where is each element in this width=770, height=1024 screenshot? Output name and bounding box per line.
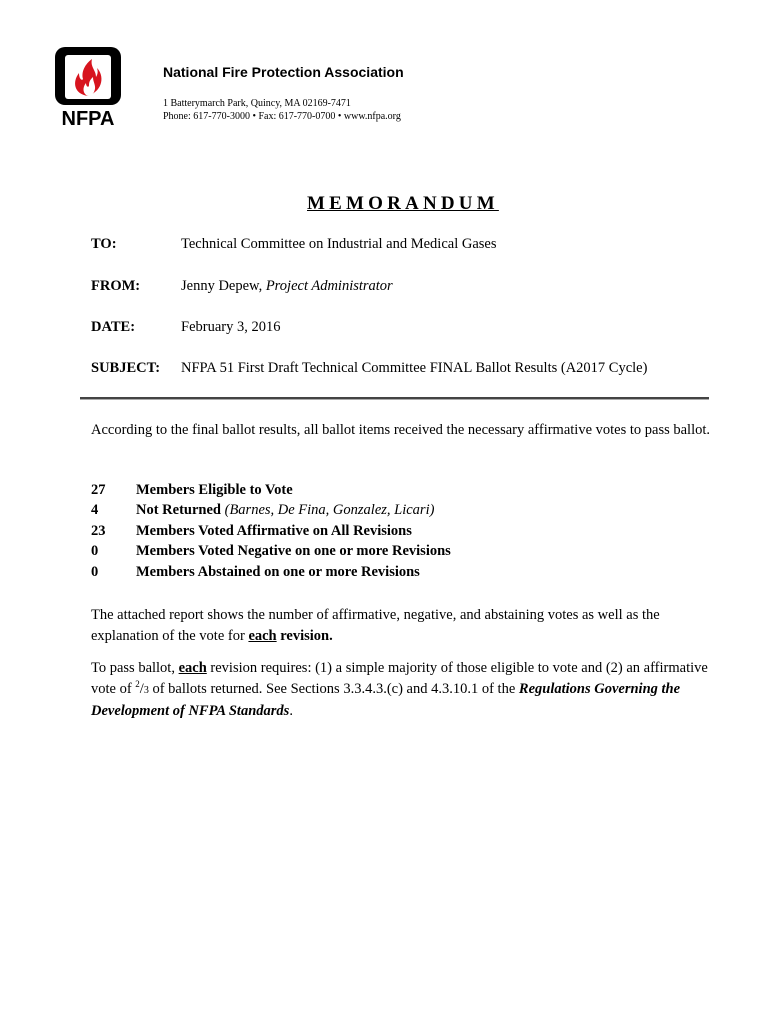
to-label: TO:: [91, 236, 117, 252]
vote-count: 0: [91, 564, 99, 580]
vote-label: Members Eligible to Vote: [136, 482, 293, 498]
memo-title: MEMORANDUM: [307, 193, 499, 214]
fraction-numerator: 2: [135, 678, 140, 689]
to-value: Technical Committee on Industrial and Medical Gases: [181, 236, 497, 252]
req-text-after: of ballots returned. See Sections 3.3.4.3.(c) and 4.3.10.1 of the: [148, 680, 519, 697]
address-line: 1 Batterymarch Park, Quincy, MA 02169-7471: [163, 98, 351, 109]
vote-count: 4: [91, 502, 99, 518]
regulations-reference: Regulations Governing the Development of NFPA Standards: [91, 680, 681, 719]
requirements-paragraph: To pass ballot, each revision requires: (1) a simple majority of those eligible to vote and (2) an affirmative vote of $^2$/3 of ballots returned. See Sections 3.3.4.3.(c) and 4.3.10.1 of the Regulations Governing the Development of NFPA Standards.: [91, 660, 708, 719]
from-name: Jenny Depew,: [181, 278, 263, 294]
req-text-mid: revision requires: (1) a simple majority of those eligible to vote and (2) an affirmative vote of: [91, 660, 708, 697]
svg-text:NFPA: NFPA: [61, 108, 115, 128]
vote-note: (Barnes, De Fina, Gonzalez, Licari): [224, 502, 435, 518]
vote-label-text: Not Returned: [136, 502, 221, 518]
vote-label: Members Voted Negative on one or more Revisions: [136, 543, 451, 559]
req-text-end: .: [289, 703, 293, 719]
vote-label: Members Abstained on one or more Revisions: [136, 564, 420, 580]
date-label: DATE:: [91, 319, 136, 335]
nfpa-flame-icon: [52, 46, 128, 128]
subject-value: NFPA 51 First Draft Technical Committee FINAL Ballot Results (A2017 Cycle): [181, 360, 648, 376]
date-value: February 3, 2016: [181, 319, 281, 335]
each-emphasis: each: [248, 627, 277, 644]
vote-label: [136, 502, 434, 519]
vote-count: 27: [91, 482, 106, 498]
report-paragraph: [91, 605, 711, 646]
from-value: [181, 278, 393, 295]
intro-paragraph: According to the final ballot results, all ballot items received the necessary affirmative votes to pass ballot.: [91, 422, 711, 438]
organization-name: National Fire Protection Association: [163, 64, 404, 80]
header-divider: [80, 397, 709, 400]
req-text-start: To pass ballot,: [91, 660, 179, 676]
from-label: FROM:: [91, 278, 141, 294]
contact-line: Phone: 617-770-3000 • Fax: 617-770-0700 • www.nfpa.org: [163, 111, 401, 122]
report-text-end: revision.: [276, 627, 333, 644]
each-emphasis: each: [178, 660, 207, 676]
organization-address: [163, 97, 401, 123]
subject-label: SUBJECT:: [91, 360, 161, 376]
report-text: The attached report shows the number of affirmative, negative, and abstaining votes as well as the explanation of the vote for: [91, 607, 660, 644]
vote-count: 23: [91, 523, 106, 539]
nfpa-logo: [52, 46, 128, 128]
from-role: Project Administrator: [265, 278, 393, 294]
vote-count: 0: [91, 543, 99, 559]
vote-label: Members Voted Affirmative on All Revisions: [136, 523, 412, 539]
fraction-denominator: 3: [143, 684, 149, 696]
